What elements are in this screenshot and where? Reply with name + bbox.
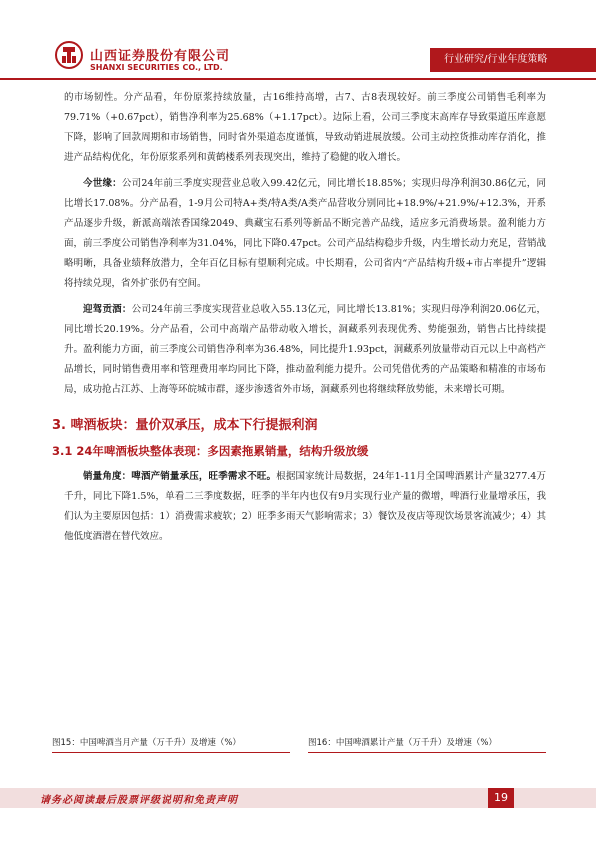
paragraph-lead: 今世缘： bbox=[83, 178, 122, 189]
company-logo-icon bbox=[54, 40, 84, 70]
main-content bbox=[52, 88, 546, 553]
header-divider bbox=[0, 78, 596, 80]
figure-captions bbox=[52, 736, 546, 754]
paragraph-gujing-cont: 的市场韧性。分产品看，年份原浆持续放量，古16维持高增，古7、古8表现较好。前三季度公司销售毛利率为79.71%（+0.67pct），销售净利率为25.68%（+1.17pct）。边际上看，公司三季度末高库存导致渠道压库意愿下降，影响了回款周期和市场销售，同时省外渠道态度谨慎，导致动销进展放缓。公司主动控货推动库存消化，推进产品结构优化，年份原浆系列和黄鹤楼系列表现突出，维持了稳健的收入增长。 bbox=[64, 92, 546, 163]
figure-15-caption: 图15：中国啤酒当月产量（万千升）及增速（%） bbox=[52, 738, 241, 748]
paragraph-beer-volume bbox=[64, 467, 546, 547]
page-number: 19 bbox=[488, 788, 514, 808]
paragraph-jinshiyuan bbox=[64, 174, 546, 294]
paragraph-text: 公司24年前三季度实现营业总收入55.13亿元，同比增长13.81%；实现归母净利润20.06亿元，同比增长20.19%。分产品看，公司中高端产品带动收入增长，洞藏系列表现优秀、势能强劲，销售占比持续提升。盈利能力方面，前三季度公司销售净利率为36.48%，同比提升1.93pct，洞藏系列放量带动百元以上中高档产品增长，同时销售费用率和管理费用率均同比下降，推动盈利能力提升。公司凭借优秀的产品策略和精准的市场布局，成功抢占江苏、上海等环皖城市群，逐步渗透省外市场，洞藏系列也将继续释放势能，未来增长可期。 bbox=[64, 304, 546, 395]
paragraph-yingjia bbox=[64, 300, 546, 400]
paragraph-text: 公司24年前三季度实现营业总收入99.42亿元，同比增长18.85%；实现归母净利润30.86亿元，同比增长17.08%。分产品看，1-9月公司特A+类/特A类/A类产品营收分别同比+18.9%/+21.9%/+12.3%，开系产品逐步升级，新派高端浓香国缘2049、典藏宝石系列等新品不断完善产品线，适应多元消费场景。盈利能力方面，前三季度公司销售净利率为31.04%，同比下降0.47pct。公司产品结构稳步升级，内生增长动力充足，营销战略明晰，具备业绩释放潜力，全年百亿目标有望顺利完成。中长期看，公司省内“产品结构升级+市占率提升”逻辑将持续兑现，省外扩张仍有空间。 bbox=[64, 178, 546, 289]
disclaimer-text: 请务必阅读最后股票评级说明和免责声明 bbox=[40, 795, 238, 806]
company-name-en: SHANXI SECURITIES CO., LTD. bbox=[90, 63, 223, 72]
section-heading: 3. 啤酒板块：量价双承压，成本下行提振利润 bbox=[52, 418, 318, 433]
page-footer bbox=[0, 788, 596, 808]
report-type-tag: 行业研究/行业年度策略 bbox=[430, 48, 596, 72]
page-header bbox=[0, 0, 596, 80]
figure-16-caption: 图16：中国啤酒累计产量（万千升）及增速（%） bbox=[308, 738, 497, 748]
figure-15-rule bbox=[52, 752, 290, 753]
paragraph-text: 根据国家统计局数据，24年1-11月全国啤酒累计产量3277.4万千升，同比下降1.5%，单看二三季度数据，旺季的半年内也仅有9月实现行业产量的微增，啤酒行业量增承压，我们认为主要原因包括：1）消费需求疲软；2）旺季多雨天气影响需求；3）餐饮及夜店等现饮场景客流减少；4）其他低度酒潜在替代效应。 bbox=[64, 471, 546, 542]
company-name-cn: 山西证券股份有限公司 bbox=[90, 49, 231, 64]
figure-16-rule bbox=[308, 752, 546, 753]
subsection-heading: 3.1 24年啤酒板块整体表现：多因素拖累销量，结构升级放缓 bbox=[52, 444, 369, 458]
paragraph-lead: 迎驾贡酒： bbox=[83, 304, 132, 315]
paragraph-lead: 销量角度：啤酒产销量承压，旺季需求不旺。 bbox=[83, 471, 277, 482]
